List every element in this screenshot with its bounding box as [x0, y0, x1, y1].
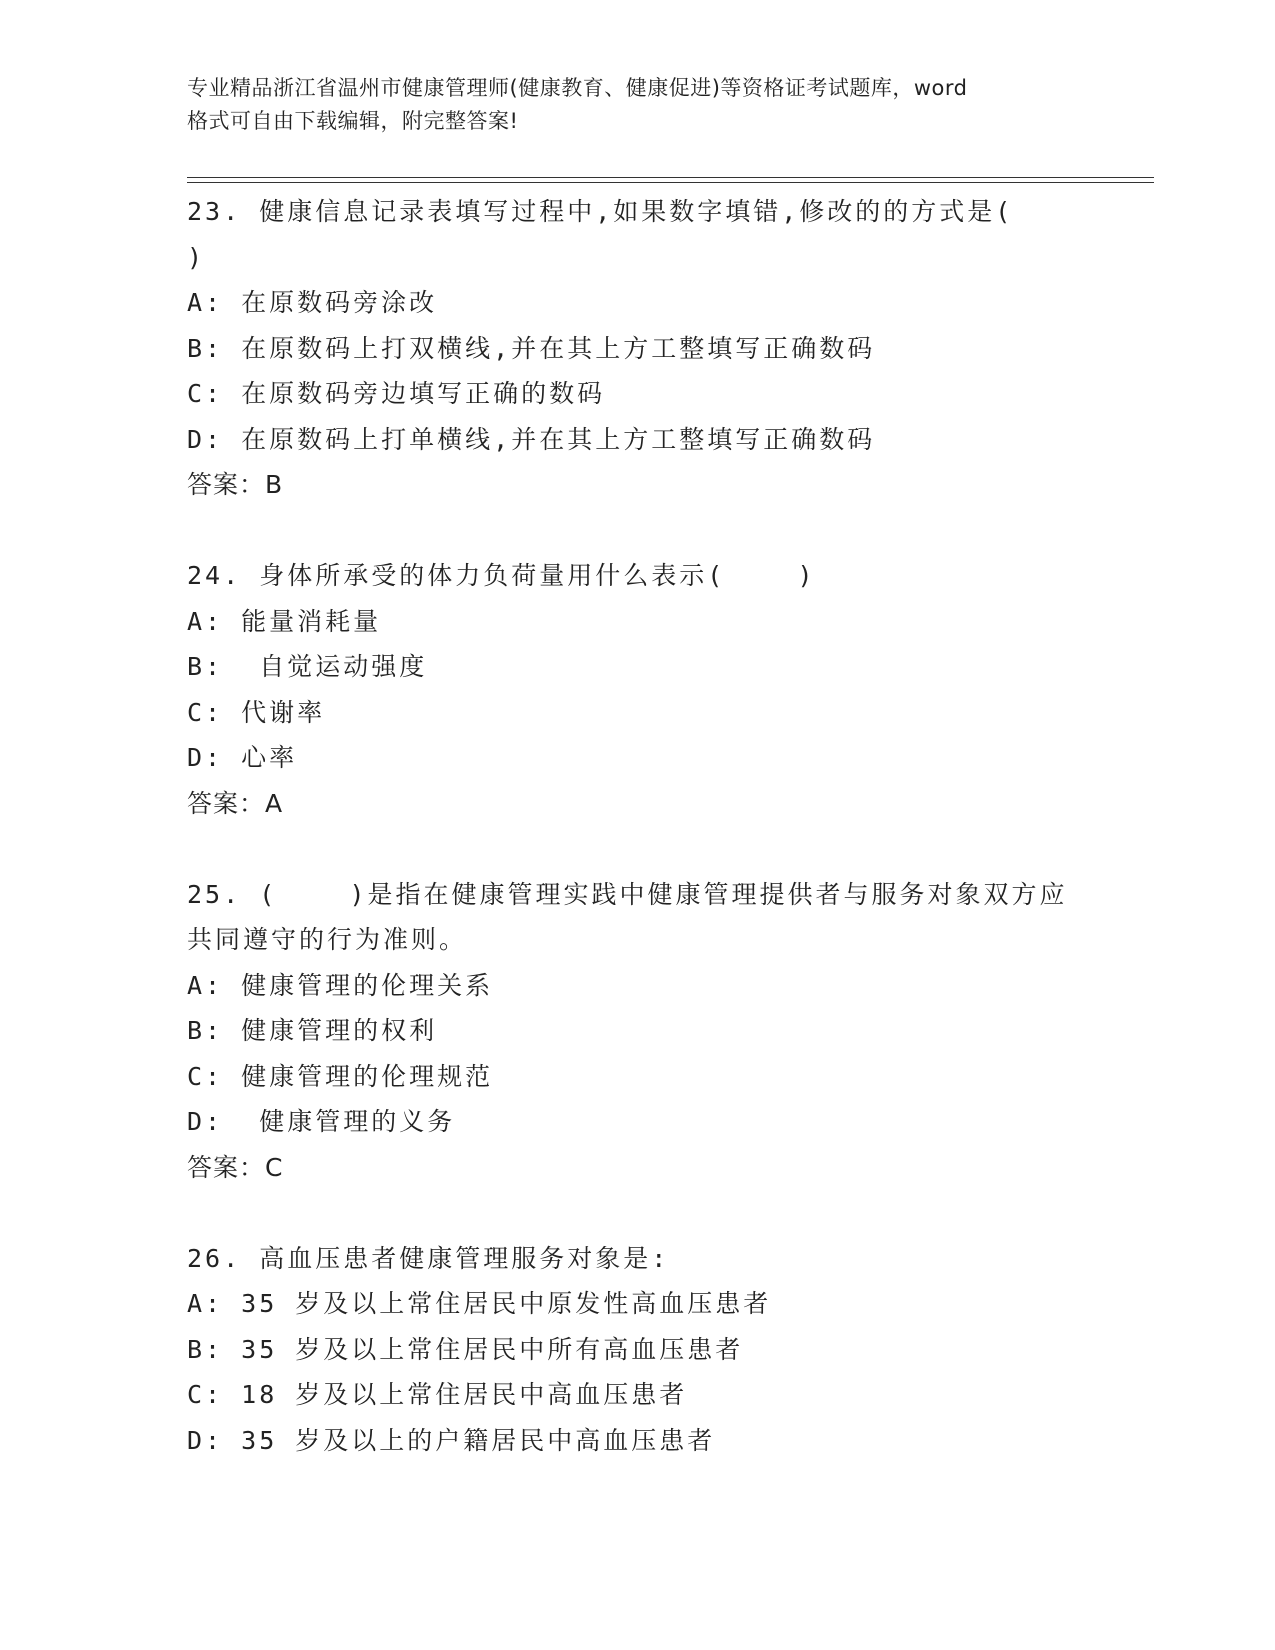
question-26 [187, 1236, 1154, 1464]
question-24 [187, 553, 1154, 826]
option-d: D: 35 岁及以上的户籍居民中高血压患者 [187, 1425, 716, 1455]
option-c: C: 在原数码旁边填写正确的数码 [187, 379, 606, 408]
question-stem: 共同遵守的行为准则。 [187, 925, 468, 954]
answer-line: 答案：A [187, 788, 284, 818]
option-b: B: 自觉运动强度 [187, 652, 428, 681]
option-a: A: 在原数码旁涂改 [187, 288, 438, 317]
question-stem: 24. 身体所承受的体力负荷量用什么表示( ) [187, 561, 816, 590]
spacer [187, 826, 1154, 872]
option-a: A: 健康管理的伦理关系 [187, 970, 494, 1000]
question-stem: 25. ( )是指在健康管理实践中健康管理提供者与服务对象双方应 [187, 879, 1068, 909]
option-d: D: 健康管理的义务 [187, 1107, 456, 1136]
answer-line: 答案：C [187, 1152, 284, 1182]
question-list [187, 189, 1154, 1463]
option-c: C: 健康管理的伦理规范 [187, 1061, 494, 1091]
option-d: D: 在原数码上打单横线,并在其上方工整填写正确数码 [187, 424, 876, 454]
header-divider-top [187, 177, 1154, 178]
header-line-1: 专业精品浙江省温州市健康管理师(健康教育、健康促进)等资格证考试题库，word [187, 76, 968, 100]
option-b: B: 35 岁及以上常住居民中所有高血压患者 [187, 1334, 744, 1364]
header-divider-bottom [187, 182, 1154, 183]
spacer [187, 1190, 1154, 1236]
option-b: B: 在原数码上打双横线,并在其上方工整填写正确数码 [187, 333, 876, 363]
option-a: A: 35 岁及以上常住居民中原发性高血压患者 [187, 1289, 772, 1318]
option-b: B: 健康管理的权利 [187, 1016, 438, 1045]
question-23 [187, 189, 1154, 508]
spacer [187, 508, 1154, 554]
document-header [187, 72, 1087, 138]
answer-line: 答案：B [187, 470, 284, 499]
question-stem: 26. 高血压患者健康管理服务对象是: [187, 1243, 670, 1273]
option-a: A: 能量消耗量 [187, 606, 382, 636]
question-25 [187, 872, 1154, 1191]
option-d: D: 心率 [187, 743, 298, 772]
question-stem: 23. 健康信息记录表填写过程中,如果数字填错,修改的的方式是( [187, 197, 1014, 226]
option-c: C: 代谢率 [187, 697, 326, 727]
header-line-2: 格式可自由下载编辑，附完整答案! [187, 109, 519, 133]
question-stem: ) [187, 242, 206, 272]
option-c: C: 18 岁及以上常住居民中高血压患者 [187, 1380, 688, 1409]
